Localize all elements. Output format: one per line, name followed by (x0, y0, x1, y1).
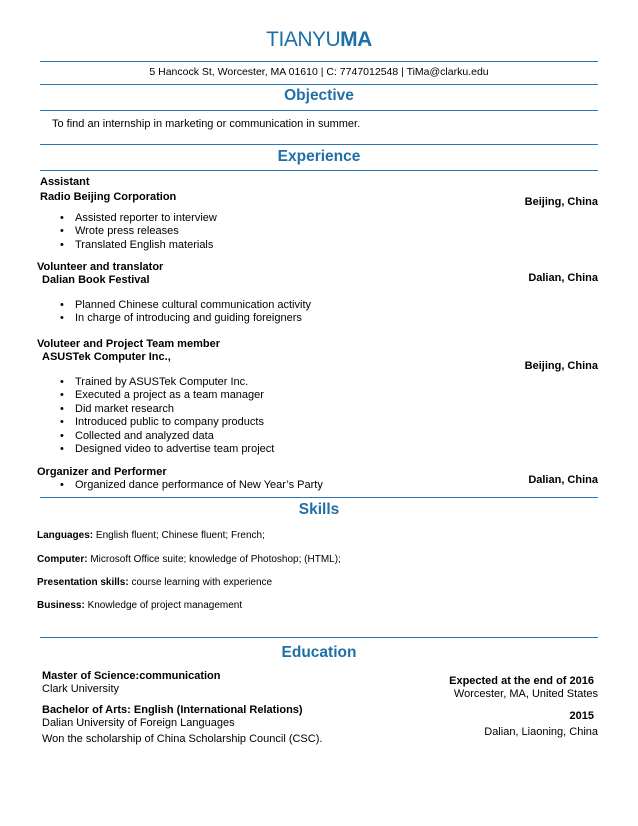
education-place: Worcester, MA, United States (453, 688, 598, 700)
job-bullet: • In charge of introducing and guiding foreigners (40, 312, 311, 325)
job-location: Beijing, China (524, 196, 598, 208)
job-bullets (40, 376, 274, 456)
skill-label: Computer: (37, 554, 88, 565)
experience-heading: Experience (277, 148, 361, 165)
contact-line: 5 Hancock St, Worcester, MA 01610 | C: 7747012548 | TiMa@clarku.edu (149, 66, 489, 78)
objective-heading: Objective (284, 87, 354, 104)
skill-text: Microsoft Office suite; knowledge of Photoshop; (HTML); (90, 554, 341, 565)
job-bullets (40, 479, 323, 492)
job-bullet: • Organized dance performance of New Year’s Party (40, 479, 323, 492)
job-bullet: • Wrote press releases (40, 225, 217, 238)
job-bullet: • Assisted reporter to interview (40, 212, 217, 225)
experience-rule (40, 170, 598, 171)
school-name: Clark University (42, 683, 120, 695)
skill-row (37, 577, 272, 588)
education-place: Dalian, Liaoning, China (484, 726, 598, 738)
skill-text: English fluent; Chinese fluent; French; (95, 530, 265, 541)
degree-field: : English (International Relations) (127, 704, 303, 716)
job-bullet: • Designed video to advertise team project (40, 443, 274, 456)
contact-rule (40, 84, 598, 85)
job-location: Beijing, China (524, 360, 598, 372)
job-role: Volunteer and translator (37, 261, 164, 273)
job-bullets (40, 212, 217, 252)
job-bullet: • Translated English materials (40, 239, 217, 252)
experience-top-rule (40, 144, 598, 145)
skill-label: Languages: (37, 530, 94, 541)
job-role: Organizer and Performer (37, 466, 167, 478)
skill-label: Presentation skills: (37, 577, 129, 588)
job-org: Dalian Book Festival (42, 274, 150, 286)
job-bullet: • Executed a project as a team manager (40, 389, 274, 402)
education-date: 2015 (569, 710, 594, 722)
job-location: Dalian, China (528, 474, 598, 486)
job-location: Dalian, China (528, 272, 598, 284)
skills-heading: Skills (298, 501, 340, 518)
header-rule (40, 61, 598, 62)
education-date: Expected at the end of 2016 (449, 675, 594, 687)
skill-row (37, 530, 265, 541)
job-bullet: • Introduced public to company products (40, 416, 274, 429)
objective-text: To find an internship in marketing or communication in summer. (52, 118, 361, 130)
objective-rule (40, 110, 598, 111)
skill-label: Business: (37, 600, 85, 611)
degree-title (42, 670, 221, 683)
name-last: MA (340, 28, 372, 51)
job-role: Assistant (40, 176, 90, 188)
skill-row (37, 600, 242, 611)
degree-field: :communication (135, 670, 221, 682)
job-bullets (40, 299, 311, 326)
job-org: ASUSTek Computer Inc., (42, 351, 171, 363)
school-name: Dalian University of Foreign Languages (42, 717, 235, 729)
degree-title (42, 704, 303, 717)
degree-name: Bachelor of Arts (42, 704, 128, 716)
job-role: Voluteer and Project Team member (37, 338, 220, 350)
job-bullet: • Planned Chinese cultural communication activity (40, 299, 311, 312)
resume-name (0, 28, 638, 52)
skill-row (37, 554, 341, 565)
job-bullet: • Did market research (40, 403, 274, 416)
education-top-rule (40, 637, 598, 638)
skill-text: Knowledge of project management (87, 600, 243, 611)
skills-top-rule (40, 497, 598, 498)
job-org: Radio Beijing Corporation (40, 191, 177, 203)
education-note: Won the scholarship of China Scholarship Council (CSC). (42, 733, 323, 745)
job-bullet: • Trained by ASUSTek Computer Inc. (40, 376, 274, 389)
education-heading: Education (281, 644, 357, 661)
name-first: TIANYU (266, 28, 341, 51)
skill-text: course learning with experience (131, 577, 273, 588)
job-bullet: • Collected and analyzed data (40, 430, 274, 443)
degree-name: Master of Science (42, 670, 136, 682)
